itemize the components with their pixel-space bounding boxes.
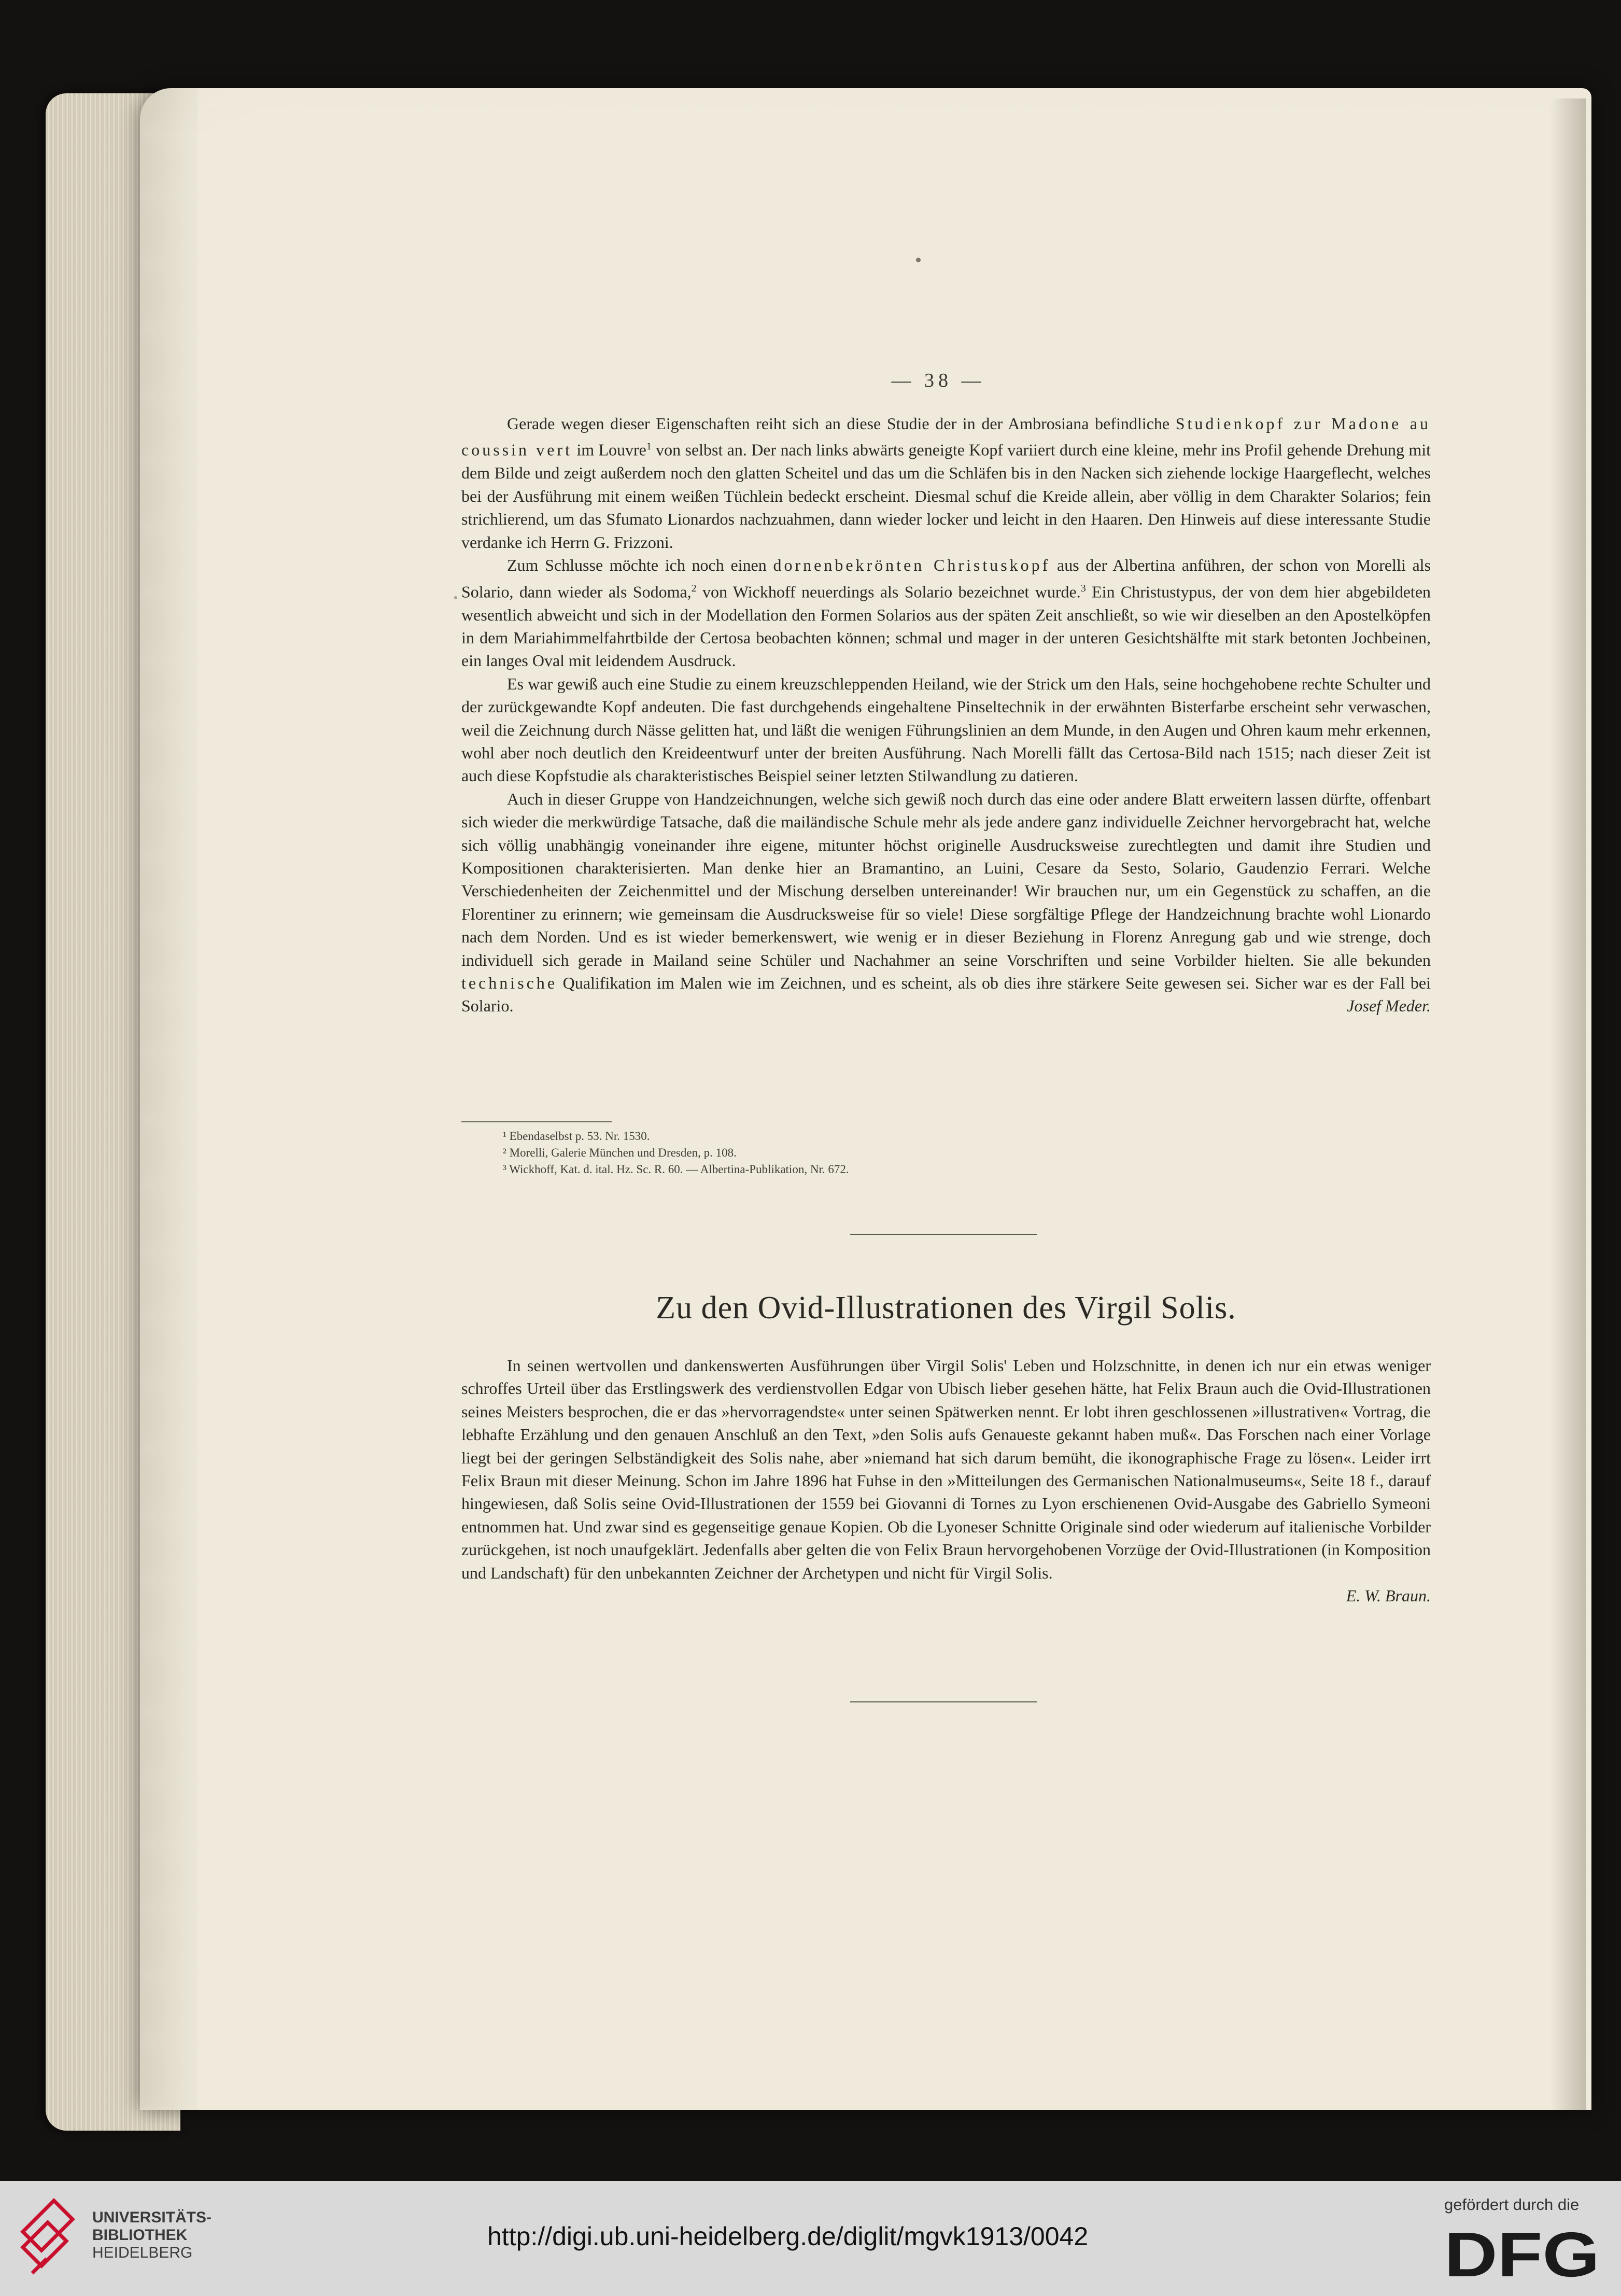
section-divider (850, 1234, 1037, 1235)
footnote-marker: 1 (646, 441, 652, 453)
text-run: von Wickhoff neuerdings als Solario bezeichnet wurde. (696, 582, 1081, 601)
article-paragraph (461, 554, 1431, 672)
footnote-3: ³ Wickhoff, Kat. d. ital. Hz. Sc. R. 60. — Albertina-Publikation, Nr. 672. (503, 1163, 849, 1176)
print-speck (916, 258, 921, 262)
footnote-2: ² Morelli, Galerie München und Dresden, p. 108. (503, 1146, 737, 1159)
text-run: Zum Schlusse möchte ich noch einen (507, 556, 773, 575)
text-run: dornenbekrönten Christuskopf (773, 556, 1051, 575)
permalink-url[interactable]: http://digi.ub.uni-heidelberg.de/diglit/mgvk1913/0042 (487, 2222, 1089, 2251)
dfg-logo (1444, 2224, 1600, 2281)
text-run: im Louvre (572, 441, 646, 460)
page-number: — 38 — (891, 370, 985, 391)
logo-line: HEIDELBERG (92, 2244, 193, 2261)
section-divider (850, 1701, 1037, 1702)
footer-banner (0, 2181, 1621, 2296)
print-speck (454, 596, 457, 599)
logo-line: BIBLIOTHEK (92, 2227, 188, 2244)
footnote-marker: 2 (691, 582, 697, 594)
text-run: Gerade wegen dieser Eigenschaften reiht sich an diese Studie der in der Ambrosiana befindliche (507, 414, 1176, 433)
svg-text:DFG: DFG (1444, 2224, 1600, 2281)
footnote-1: ¹ Ebendaselbst p. 53. Nr. 1530. (503, 1130, 650, 1143)
article-meder (461, 412, 1431, 1018)
article-paragraph: In seinen wertvollen und dankenswerten Ausführungen über Virgil Solis' Leben und Holzschnitte, in denen ich nur ein etwas weniger schroffes Urteil über das Erstlingswerk des verdienstvollen Edgar von Ubisch lieber gesehen hätte, hat Felix Braun auch die Ovid-Illustrationen seines Meisters besprochen, die er das »hervorragendste« unter seinen Spätwerken nennt. Er lobt ihren geschlossenen »illustrativen« Vortrag, die lebhafte Erzählung und den genauen Anschluß an den Text, »den Solis aufs Genaueste gekannt haben muß«. Das Forschen nach einer Vorlage liegt bei der geringen Selbständigkeit des Solis nahe, aber »niemand hat sich darum bemüht, die ikonographische Frage zu lösen«. Leider irrt Felix Braun mit dieser Meinung. Schon im Jahre 1896 hat Fuhse in den »Mitteilungen des Germanischen Nationalmuseums«, Seite 18 f., darauf hingewiesen, daß Solis seine Ovid-Illustrationen der 1559 bei Giovanni di Tornes zu Lyon erschienenen Ovid-Ausgabe des Gabriello Symeoni entnommen hat. Und zwar sind es gegenseitige genaue Kopien. Ob die Lyoneser Schnitte Originale sind oder wiederum auf italienische Vorbilder zurückgehen, ist noch unaufgeklärt. Jedenfalls aber gelten die von Felix Braun hervorgehobenen Vorzüge der Ovid-Illustrationen (in Komposition und Landschaft) für den unbekannten Zeichner der Archetypen und nicht für Virgil Solis. (461, 1356, 1431, 1582)
page-gutter-shadow (1550, 98, 1586, 2110)
footnote-rule (461, 1121, 612, 1122)
text-run: Studienkopf zur Madone au coussin vert (461, 414, 1431, 460)
article-paragraph (461, 412, 1431, 554)
funding-caption: gefördert durch die (1444, 2195, 1580, 2214)
text-run: von selbst an. Der nach links abwärts geneigte Kopf variiert durch eine kleine, mehr ins Profil gehende Drehung mit dem Bilde und zeigt außerdem noch den glatten Scheitel und das um die Schläfen bis in den Nacken sich ziehende lockige Haargeflecht, welches bei der Ausführung mit einem weißen Tüchlein bedeckt erscheint. Diesmal schuf die Kreide allein, aber völlig in dem Charakter Solarios; fein strichlierend, um das Sfumato Lionardos nachzuahmen, dann wieder locker und leicht in den Haaren. Den Hinweis auf diese interessante Studie verdanke ich Herrn G. Frizzoni. (461, 441, 1431, 552)
article-paragraph (461, 787, 1431, 1018)
article-title: Zu den Ovid-Illustrationen des Virgil Solis. (656, 1290, 1236, 1326)
text-run: aus der Albertina anführen, der schon von Morelli als Solario, dann wieder als Sodoma, (461, 556, 1431, 601)
text-run: Qualifikation im Malen wie im Zeichnen, und es scheint, als ob dies ihre stärkere Seite gewesen sei. Sicher war es der Fall bei Solario. (461, 974, 1431, 1016)
ub-heidelberg-logo (17, 2195, 79, 2284)
text-run: Ein Christustypus, der von dem hier abgebildeten wesentlich abweicht und sich in der Modellation den Formen Solarios aus der späten Zeit anschließt, so wie wir dieselben an den Apostelköpfen in dem Mariahimmelfahrtbilde der Certosa beobachten können; schmal und mager in der unteren Gesichtshälfte mit stark betonten Jochbeinen, ein langes Oval mit leidendem Ausdruck. (461, 582, 1431, 670)
author-signature: E. W. Braun. (1346, 1586, 1431, 1605)
logo-line: UNIVERSITÄTS- (92, 2209, 212, 2226)
article-paragraph (461, 672, 1431, 787)
footnote-marker: 3 (1080, 582, 1086, 594)
author-signature: Josef Meder. (1347, 996, 1431, 1016)
text-run: technische (461, 974, 558, 993)
ub-heidelberg-wordmark (92, 2209, 212, 2262)
text-run: Auch in dieser Gruppe von Handzeichnungen, welche sich gewiß noch durch das eine oder andere Blatt erweitern lassen dürfte, offenbart sich wieder die merkwürdige Tatsache, daß die mailändische Schule mehr als jede andere ganz individuelle Zeichner hervorgebracht hat, welche sich völlig unabhängig voneinander ihre eigene, mitunter höchst originelle Ausdrucksweise zurechtlegten und damit ihre Studien und Kompositionen charakterisierten. Man denke hier an Bramantino, an Luini, Cesare da Sesto, Solario, Gaudenzio Ferrari. Welche Verschiedenheiten der Zeichenmittel und der Mischung derselben untereinander! Wir brauchen nur, um ein Gegenstück zu schaffen, an die Florentiner zu erinnern; wie gemeinsam die Ausdrucksweise für so viele! Diese sorgfältige Pflege der Handzeichnung brachte wohl Lionardo nach dem Norden. Und es ist wieder bemerkenswert, wie wenig er in dieser Beziehung in Florenz Anregung gab und wie strenge, doch individuell sich gerade in Mailand seine Schüler und Nachahmer an seine Vorschriften und seine Vorbilder hielten. Sie alle bekunden (461, 789, 1431, 969)
text-run: Es war gewiß auch eine Studie zu einem kreuzschleppenden Heiland, wie der Strick um den Hals, seine hochgehobene rechte Schulter und der zurückgewandte Kopf andeuten. Die fast durchgehends eingehaltene Pinseltechnik in der erwähnten Bisterfarbe erscheint sehr verwaschen, weil die Zeichnung durch Nässe gelitten hat, und läßt die wenigen Führungslinien an dem Munde, in den Augen und Ohren kaum mehr erkennen, wohl aber noch deutlich den Kreideentwurf unter der breiten Ausführung. Nach Morelli fällt das Certosa-Bild nach 1515; nach dieser Zeit ist auch diese Kopfstudie als charakteristisches Beispiel seiner letzten Stilwandlung zu datieren. (461, 674, 1431, 785)
footnotes (503, 1128, 1332, 1178)
article-braun (461, 1354, 1431, 1607)
